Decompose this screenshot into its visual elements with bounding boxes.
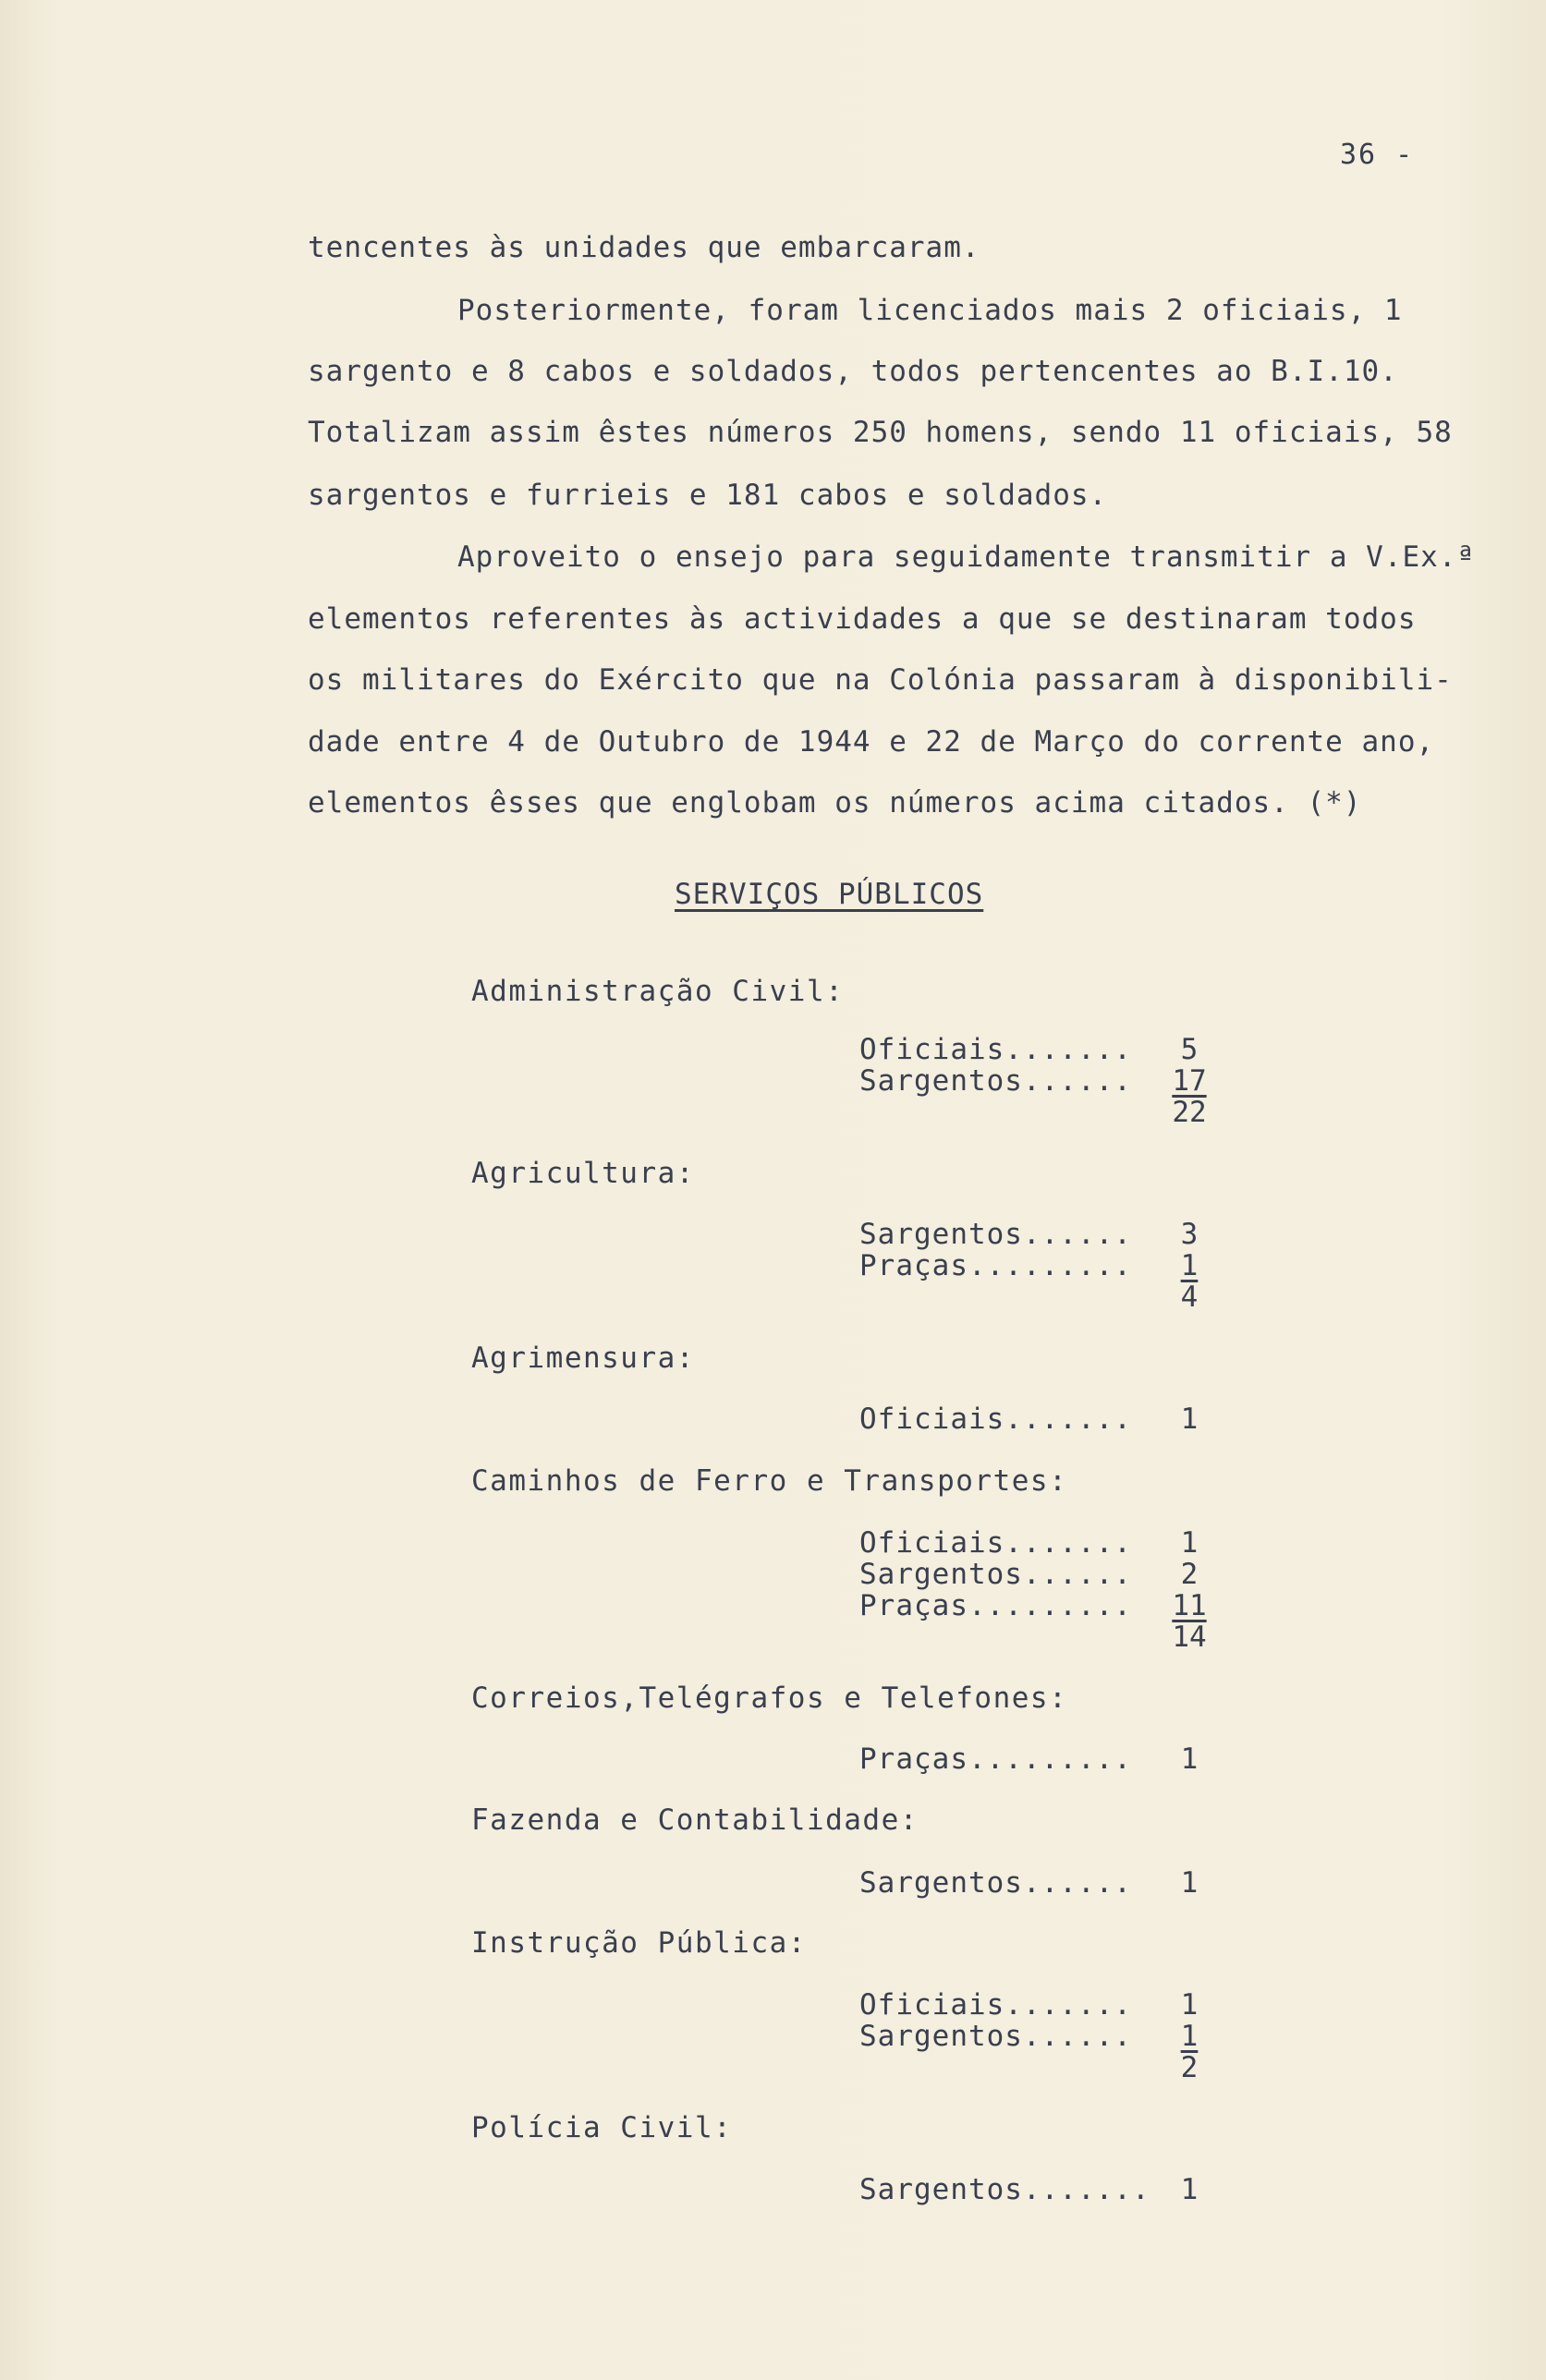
service-total: 22	[1172, 1096, 1207, 1129]
paragraph-line: tencentes às unidades que embarcaram.	[308, 231, 980, 264]
service-row-label: Sargentos......	[859, 1218, 1132, 1251]
service-total: 4	[1180, 1281, 1199, 1314]
paragraph-line: Totalizam assim êstes números 250 homens, sendo 11 oficiais, 58	[308, 416, 1453, 449]
service-row-label: Praças.........	[859, 1249, 1132, 1282]
paragraph-line: Posteriormente, foram licenciados mais 2 oficiais, 1	[457, 294, 1403, 327]
paragraph-line: elementos êsses que englobam os números acima citados. (*)	[308, 786, 1362, 820]
service-row-value: 2	[1180, 1558, 1199, 1591]
service-title: Agrimensura:	[471, 1342, 695, 1375]
service-row-label: Oficiais.......	[859, 1526, 1132, 1560]
service-row-label: Sargentos.......	[859, 2173, 1150, 2206]
service-row-label: Sargentos......	[859, 1866, 1132, 1900]
service-row-value: 1	[1180, 1249, 1199, 1282]
service-title: Correios,Telégrafos e Telefones:	[471, 1682, 1068, 1715]
service-title: Instrução Pública:	[471, 1926, 807, 1960]
section-heading: SERVIÇOS PÚBLICOS	[675, 878, 984, 911]
service-row-value: 1	[1180, 2173, 1199, 2206]
service-row-label: Praças.........	[859, 1589, 1132, 1622]
service-title: Agricultura:	[471, 1157, 695, 1190]
service-title: Administração Civil:	[471, 975, 845, 1008]
service-row-label: Oficiais.......	[859, 1033, 1132, 1066]
service-row-value: 17	[1172, 1064, 1207, 1098]
service-row-value: 1	[1180, 1988, 1199, 2022]
service-total: 14	[1172, 1621, 1207, 1654]
paragraph-line: sargentos e furrieis e 181 cabos e soldados.	[308, 479, 1108, 512]
service-row-label: Praças.........	[859, 1742, 1132, 1776]
service-row-label: Oficiais.......	[859, 1402, 1132, 1436]
service-row-value: 1	[1180, 1742, 1199, 1776]
paragraph-line: elementos referentes às actividades a que se destinaram todos	[308, 602, 1417, 636]
service-title: Polícia Civil:	[471, 2111, 733, 2144]
service-row-value: 1	[1180, 1866, 1199, 1900]
paragraph-line: os militares do Exército que na Colónia passaram à disponibili-	[308, 663, 1453, 697]
service-row-label: Sargentos......	[859, 1558, 1132, 1591]
paragraph-line: Aproveito o ensejo para seguidamente transmitir a V.Ex.ª	[457, 540, 1476, 574]
service-total: 2	[1180, 2051, 1199, 2084]
service-row-value: 3	[1180, 1218, 1199, 1251]
service-row-value: 1	[1180, 1402, 1199, 1436]
paragraph-line: dade entre 4 de Outubro de 1944 e 22 de Março do corrente ano,	[308, 725, 1435, 759]
service-row-label: Oficiais.......	[859, 1988, 1132, 2022]
service-title: Fazenda e Contabilidade:	[471, 1803, 919, 1837]
service-row-value: 1	[1180, 2020, 1199, 2053]
service-row-value: 5	[1180, 1033, 1199, 1066]
service-row-label: Sargentos......	[859, 2020, 1132, 2053]
service-row-value: 11	[1172, 1589, 1207, 1622]
service-row-label: Sargentos......	[859, 1064, 1132, 1098]
service-title: Caminhos de Ferro e Transportes:	[471, 1464, 1068, 1498]
page-number: 36 -	[1340, 139, 1415, 171]
service-row-value: 1	[1180, 1526, 1199, 1560]
paragraph-line: sargento e 8 cabos e soldados, todos pertencentes ao B.I.10.	[308, 355, 1398, 388]
